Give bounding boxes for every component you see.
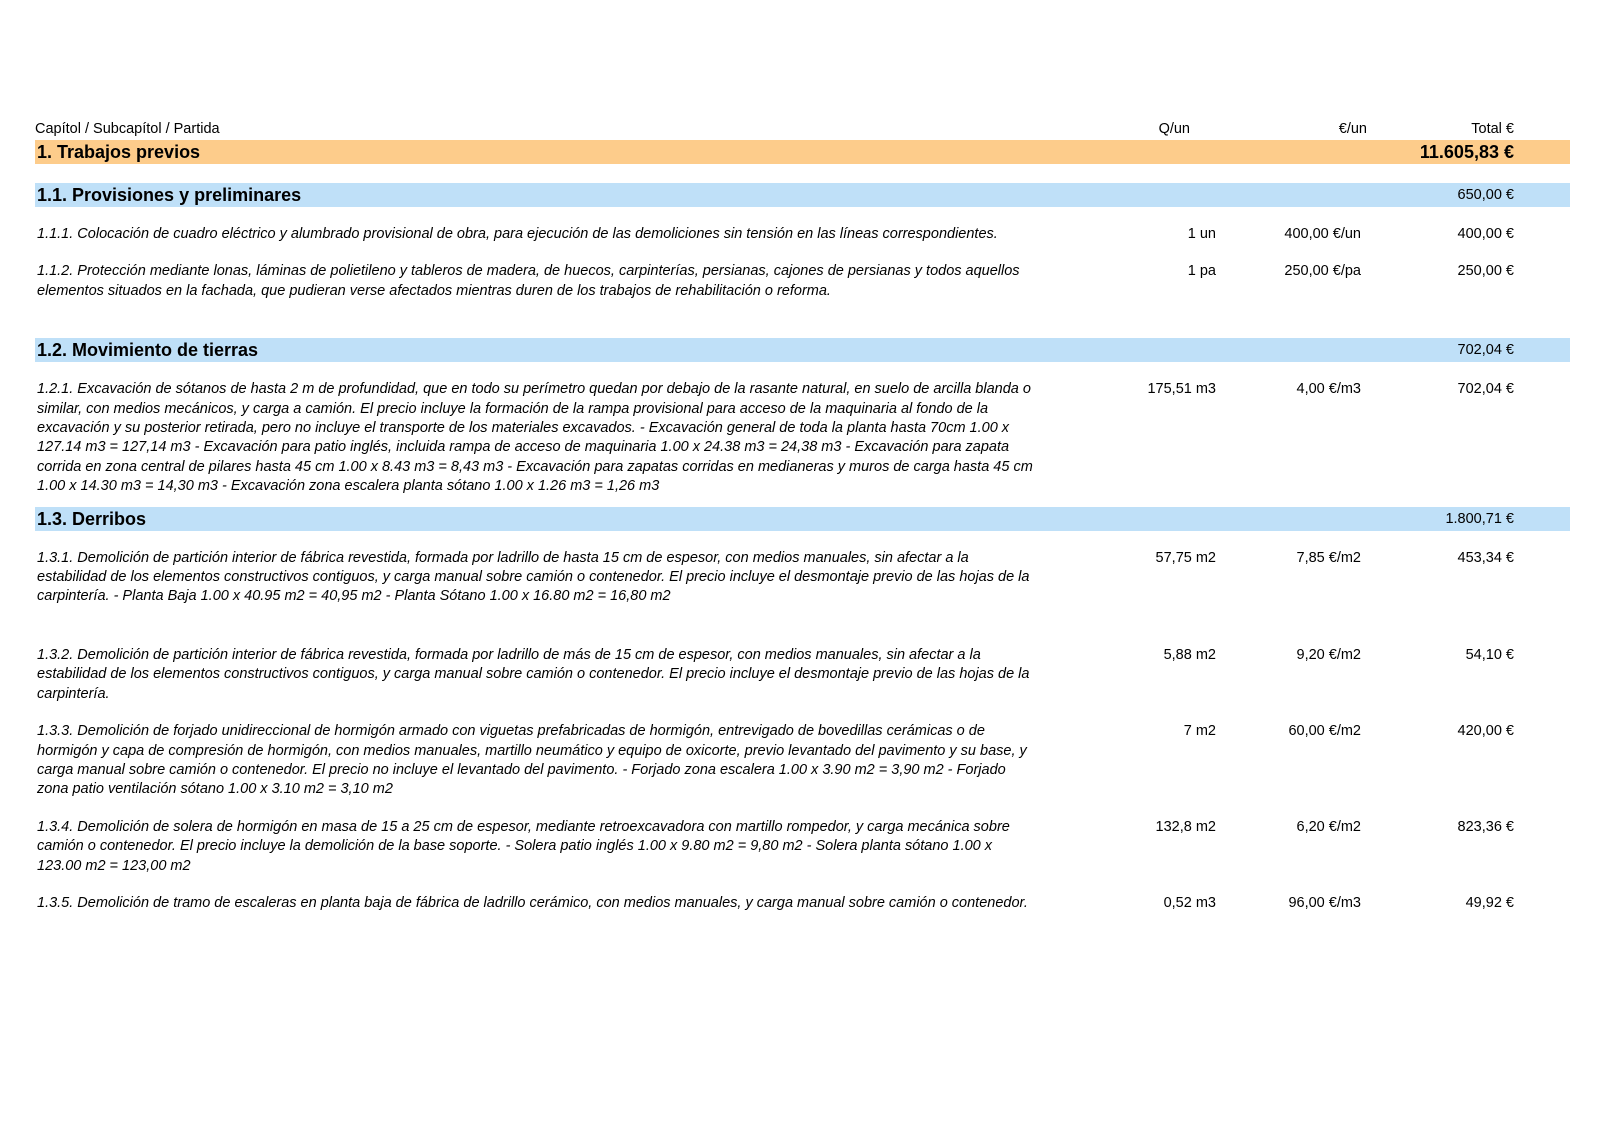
item-total: 250,00 € <box>1457 263 1514 280</box>
item-unit-price: 7,85 €/m2 <box>1296 549 1361 566</box>
item-row <box>35 225 1570 244</box>
item-row <box>35 894 1570 913</box>
subchapter-total: 702,04 € <box>1457 342 1514 359</box>
subchapter-total: 650,00 € <box>1457 187 1514 203</box>
header-unit-price: €/un <box>1338 121 1367 137</box>
item-description: 1.3.1. Demolición de partición interior de fábrica revestida, formada por ladrillo de hasta 15 cm de espesor, con medios manuales, sin afectar a la estabilidad de los elementos constructivos contiguos, y carga manual sobre camión o contenedor. El precio incluye el desmontaje previo de las hojas de la carpintería. - Planta Baja 1.00 x 40.95 m2 = 40,95 m2 - Planta Sótano 1.00 x 16.80 m2 = 16,80 m2 <box>37 549 1030 605</box>
item-description: 1.3.4. Demolición de solera de hormigón en masa de 15 a 25 cm de espesor, mediante retroexcavadora con martillo rompedor, y carga mecánica sobre camión o contenedor. El precio incluye la demolición de la base soporte. - Solera patio inglés 1.00 x 9.80 m2 = 9,80 m2 - Solera planta sótano 1.00 x 123.00 m2 = 123,00 m2 <box>37 818 1010 874</box>
item-quantity: 57,75 m2 <box>1155 549 1216 566</box>
item-description: 1.3.5. Demolición de tramo de escaleras en planta baja de fábrica de ladrillo cerámico, con medios manuales, y carga manual sobre camión o contenedor. <box>37 894 1028 911</box>
subchapter-title: 1.2. Movimiento de tierras <box>37 340 259 361</box>
item-unit-price: 4,00 €/m3 <box>1296 381 1361 398</box>
item-row <box>35 549 1570 607</box>
item-quantity: 1 pa <box>1187 263 1216 280</box>
item-description: 1.2.1. Excavación de sótanos de hasta 2 m de profundidad, que en todo su perímetro quedan por debajo de la rasante natural, en suelo de arcilla blanda o similar, con medios mecánicos, y carga a camión. El precio incluye la formación de la rampa provisional para acceso de la maquinaria al fondo de la excavación y su posterior retirada, pero no incluye el transporte de los materiales excavados. - Excavación general de toda la planta hasta 70cm 1.00 x 127.14 m3 = 127,14 m3 - Excavación para patio inglés, incluida rampa de acceso de maquinaria 1.00 x 24.38 m3 = 24,38 m3 - Excavación para zapata corrida en zona central de pilares hasta 45 cm 1.00 x 8.43 m3 = 8,43 m3 - Excavación para zapatas corridas en medianeras y muros de carga hasta 45 cm 1.00 x 14.30 m3 = 14,30 m3 - Excavación zona escalera planta sótano 1.00 x 1.26 m3 = 1,26 m3 <box>37 381 1033 495</box>
subchapter-total: 1.800,71 € <box>1445 510 1514 527</box>
item-row <box>35 262 1570 301</box>
item-total: 400,00 € <box>1457 226 1514 242</box>
item-total: 420,00 € <box>1457 723 1514 740</box>
item-total: 823,36 € <box>1457 818 1514 835</box>
subchapter-section <box>35 183 1570 301</box>
item-row <box>35 380 1570 496</box>
chapter-title: 1. Trabajos previos <box>37 142 201 162</box>
item-total: 702,04 € <box>1457 381 1514 398</box>
subchapter-title: 1.3. Derribos <box>37 508 147 529</box>
subchapter-section <box>35 507 1570 914</box>
subchapter-row <box>35 507 1570 531</box>
item-quantity: 5,88 m2 <box>1163 646 1216 663</box>
chapter-row <box>35 140 1570 164</box>
budget-table <box>35 120 1570 913</box>
item-unit-price: 250,00 €/pa <box>1284 263 1361 280</box>
item-quantity: 7 m2 <box>1183 723 1216 740</box>
item-unit-price: 60,00 €/m2 <box>1288 723 1361 740</box>
item-quantity: 132,8 m2 <box>1155 818 1216 835</box>
item-description: 1.3.3. Demolición de forjado unidireccional de hormigón armado con viguetas prefabricadas de hormigón, entrevigado de bovedillas cerámicas o de hormigón y capa de compresión de hormigón, con medios manuales, martillo neumático y equipo de oxicorte, previo levantado del pavimento y su base, y carga manual sobre camión o contenedor. El precio no incluye el levantado del pavimento. - Forjado zona escalera 1.00 x 3.90 m2 = 3,90 m2 - Forjado zona patio ventilación sótano 1.00 x 3.10 m2 = 3,10 m2 <box>37 723 1027 798</box>
item-row <box>35 818 1570 876</box>
header-quantity: Q/un <box>1158 121 1190 137</box>
item-unit-price: 400,00 €/un <box>1284 226 1361 242</box>
header-total: Total € <box>1471 121 1514 137</box>
item-unit-price: 9,20 €/m2 <box>1296 646 1361 663</box>
chapter-total: 11.605,83 € <box>1419 142 1514 162</box>
subchapter-section <box>35 338 1570 496</box>
item-unit-price: 96,00 €/m3 <box>1288 894 1361 911</box>
item-total: 54,10 € <box>1465 646 1514 663</box>
item-row <box>35 646 1570 704</box>
item-quantity: 1 un <box>1187 226 1216 242</box>
item-description: 1.1.1. Colocación de cuadro eléctrico y alumbrado provisional de obra, para ejecución de las demoliciones sin tensión en las líneas correspondientes. <box>37 226 998 242</box>
item-unit-price: 6,20 €/m2 <box>1296 818 1361 835</box>
item-description: 1.3.2. Demolición de partición interior de fábrica revestida, formada por ladrillo de más de 15 cm de espesor, con medios manuales, sin afectar a la estabilidad de los elementos constructivos contiguos, y carga manual sobre camión o contenedor. El precio incluye el desmontaje previo de las hojas de la carpintería. <box>37 646 1030 702</box>
subchapter-row <box>35 338 1570 362</box>
subchapter-row <box>35 183 1570 207</box>
item-description: 1.1.2. Protección mediante lonas, láminas de polietileno y tableros de madera, de huecos, carpinterías, persianas, cajones de persianas y todos aquellos elementos situados en la fachada, que pudieran verse afectados mientras duren de los trabajos de rehabilitación o reforma. <box>37 263 1020 299</box>
subchapter-title: 1.1. Provisiones y preliminares <box>37 185 302 205</box>
item-quantity: 0,52 m3 <box>1163 894 1216 911</box>
item-total: 49,92 € <box>1465 894 1514 911</box>
item-total: 453,34 € <box>1457 549 1514 566</box>
header-description: Capítol / Subcapítol / Partida <box>35 121 220 137</box>
table-header <box>35 120 1570 139</box>
item-row <box>35 722 1570 800</box>
item-quantity: 175,51 m3 <box>1147 381 1216 398</box>
